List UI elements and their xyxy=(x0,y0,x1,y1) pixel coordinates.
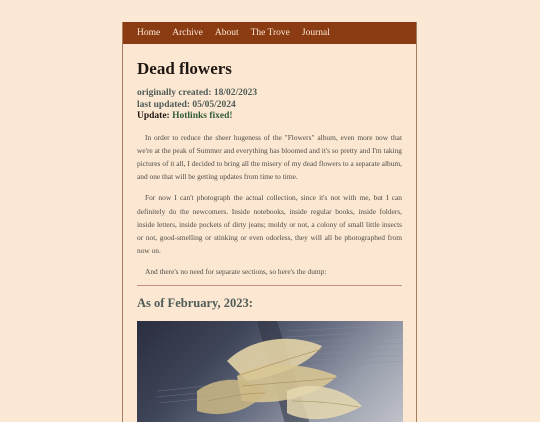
intro-paragraph: In order to reduce the sheer hugeness of the "Flowers" album, even more now that we're at the peak of Summer and everything has bloomed and it's so pretty and I'm taking pictures of it all, I decided to bring all the misery of my dead flowers to a separate album, and one that will be getting updates from time to time. xyxy=(137,132,402,182)
post-content xyxy=(123,59,416,422)
dead-flower-photo[interactable] xyxy=(137,321,403,422)
description-paragraph: For now I can't photograph the actual collection, since it's not with me, but I can definitely do the newcomers. Inside notebooks, inside regular books, inside folders, inside letters, inside pockets of dirty jeans; moldy or not, a colony of small little insects or not, good-smelling or stinking or even odorless, they will all be photographed from now on. xyxy=(137,193,402,256)
page-container xyxy=(122,22,417,422)
pressed-flower-image xyxy=(137,321,403,422)
top-nav xyxy=(123,22,416,44)
update-label: Update: xyxy=(137,111,170,121)
updated-date: last updated: 05/05/2024 xyxy=(137,99,236,110)
dump-paragraph: And there's no need for separate sections, so here's the dump: xyxy=(145,267,327,277)
nav-journal[interactable]: Journal xyxy=(301,28,330,38)
post-meta xyxy=(137,88,402,123)
nav-home[interactable]: Home xyxy=(137,28,161,38)
nav-archive[interactable]: Archive xyxy=(172,28,203,38)
section-heading: As of February, 2023: xyxy=(137,295,253,310)
update-note xyxy=(137,111,402,123)
nav-about[interactable]: About xyxy=(214,28,239,38)
section-divider xyxy=(137,285,402,286)
nav-the-trove[interactable]: The Trove xyxy=(250,28,290,38)
update-link[interactable]: Hotlinks fixed! xyxy=(172,111,233,121)
created-date: originally created: 18/02/2023 xyxy=(137,88,258,98)
page-title: Dead flowers xyxy=(137,59,232,78)
